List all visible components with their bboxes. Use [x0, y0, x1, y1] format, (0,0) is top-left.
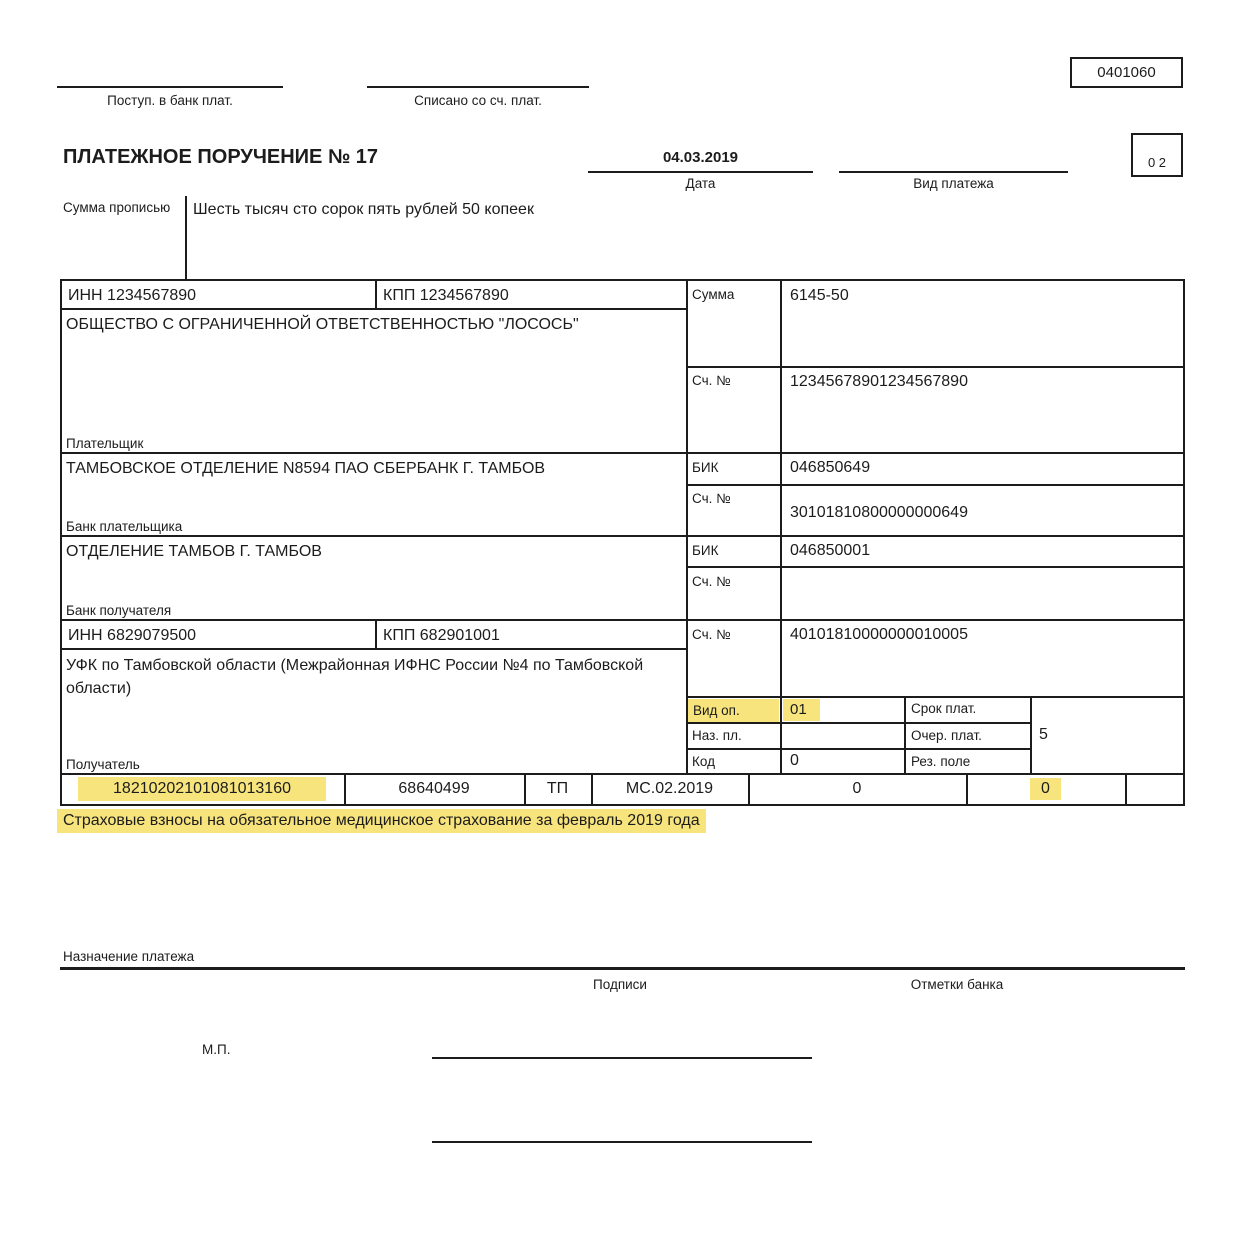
payment-kind-underline	[839, 171, 1068, 173]
payer-bank-account-value: 30101810800000000649	[790, 504, 968, 521]
due-date-label: Срок плат.	[911, 701, 977, 716]
tax-cell-doc-date	[966, 773, 1125, 804]
amount-value: 6145-50	[790, 287, 849, 304]
payee-inn-kpp-divider	[375, 619, 377, 650]
payee-inn-row-border	[60, 648, 688, 650]
received-in-bank-mark: Поступ. в банк плат.	[57, 86, 283, 108]
code-label: Код	[692, 754, 715, 769]
details-grid-row1-border	[686, 722, 1032, 724]
date-underline	[588, 171, 813, 173]
payee-bank-account-label: Сч. №	[692, 574, 731, 589]
payment-kind-label: Вид платежа	[913, 176, 994, 191]
signature-line-2	[432, 1141, 812, 1143]
tax-cell-payment-type	[1125, 773, 1183, 804]
payer-inn: ИНН 1234567890	[68, 287, 197, 304]
kbk-value: 18210202101081013160	[78, 777, 326, 801]
amount-words-divider	[185, 196, 187, 280]
payer-inn-kpp-divider	[375, 279, 377, 310]
amount-account-divider	[686, 366, 1185, 368]
details-box-right-border	[1030, 696, 1032, 775]
payee-bank-bik-label: БИК	[692, 543, 719, 558]
signature-line-1	[432, 1057, 812, 1059]
payee-account-label: Сч. №	[692, 627, 731, 642]
payee-label: Получатель	[66, 757, 140, 772]
form-code-box: 0401060	[1070, 57, 1183, 88]
document-title: ПЛАТЕЖНОЕ ПОРУЧЕНИЕ № 17	[63, 146, 379, 168]
table-border-top	[60, 279, 1185, 281]
code-value: 0	[790, 752, 799, 769]
payer-kpp: КПП 1234567890	[383, 287, 509, 304]
tax-cell-kbk	[60, 773, 344, 804]
tax-cell-period: МС.02.2019	[625, 779, 714, 797]
status-code-box: 0 2	[1131, 133, 1183, 177]
op-kind-label: Вид оп.	[688, 699, 779, 722]
purpose-text: Страховые взносы на обязательное медицинское страхование за февраль 2019 года	[57, 809, 706, 833]
payee-bank-name: ОТДЕЛЕНИЕ ТАМБОВ Г. ТАМБОВ	[66, 543, 322, 560]
purpose-row	[57, 809, 706, 833]
stamp-label: М.П.	[202, 1042, 231, 1057]
payer-account-value: 12345678901234567890	[790, 373, 968, 390]
tax-cell-basis: ТП	[546, 779, 569, 797]
amount-in-words-label: Сумма прописью	[63, 200, 171, 215]
payer-bank-bik-label: БИК	[692, 460, 719, 475]
payer-inn-row-border	[60, 308, 688, 310]
payer-bank-label: Банк плательщика	[66, 519, 183, 534]
table-border-left	[60, 279, 62, 806]
details-box-left-border	[904, 696, 906, 775]
purpose-code-label: Наз. пл.	[692, 728, 742, 743]
op-kind-value: 01	[783, 699, 820, 721]
bik1-account-divider	[686, 484, 1185, 486]
bik2-account-divider	[686, 566, 1185, 568]
purpose-underline	[60, 967, 1185, 970]
payee-account-value: 40101810000000010005	[790, 626, 968, 643]
payer-bank-bik-value: 046850649	[790, 459, 871, 476]
tax-row-bottom-border	[60, 804, 1185, 806]
amount-label: Сумма	[692, 287, 735, 302]
payee-kpp: КПП 682901001	[383, 627, 500, 644]
priority-label: Очер. плат.	[911, 728, 982, 743]
doc-date-value: 0	[1030, 778, 1061, 800]
debited-from-account-mark: Списано со сч. плат.	[367, 86, 589, 108]
payer-bank-name: ТАМБОВСКОЕ ОТДЕЛЕНИЕ N8594 ПАО СБЕРБАНК Г. ТАМБОВ	[66, 460, 546, 477]
label-value-divider	[780, 279, 782, 775]
signatures-label: Подписи	[593, 977, 647, 992]
payer-name: ОБЩЕСТВО С ОГРАНИЧЕННОЙ ОТВЕТСТВЕННОСТЬЮ "ЛОСОСЬ"	[66, 316, 579, 333]
payee-bank-label: Банк получателя	[66, 603, 172, 618]
purpose-label: Назначение платежа	[63, 949, 195, 964]
details-grid-row2-border	[686, 748, 1032, 750]
table-border-right	[1183, 279, 1185, 806]
payer-bank-account-label: Сч. №	[692, 491, 731, 506]
payee-inn: ИНН 6829079500	[68, 627, 197, 644]
payee-bank-bik-value: 046850001	[790, 542, 871, 559]
bank-marks-label: Отметки банка	[910, 977, 1004, 992]
date-label: Дата	[685, 176, 716, 191]
payer-label: Плательщик	[66, 436, 144, 451]
tax-cell-doc-number: 0	[852, 779, 862, 797]
reserve-field-label: Рез. поле	[911, 754, 971, 769]
amount-in-words-value: Шесть тысяч сто сорок пять рублей 50 копеек	[193, 201, 534, 218]
payer-bank-block-border	[60, 535, 1185, 537]
tax-cell-oktmo: 68640499	[398, 779, 470, 797]
payee-name: УФК по Тамбовской области (Межрайонная ИФНС России №4 по Тамбовской области)	[66, 657, 644, 698]
payee-bank-block-border	[60, 619, 1185, 621]
details-grid-top-border	[686, 696, 1185, 698]
date-value: 04.03.2019	[662, 149, 739, 166]
payer-block-border	[60, 452, 1185, 454]
priority-value: 5	[1039, 726, 1048, 743]
payer-account-label: Сч. №	[692, 373, 731, 388]
